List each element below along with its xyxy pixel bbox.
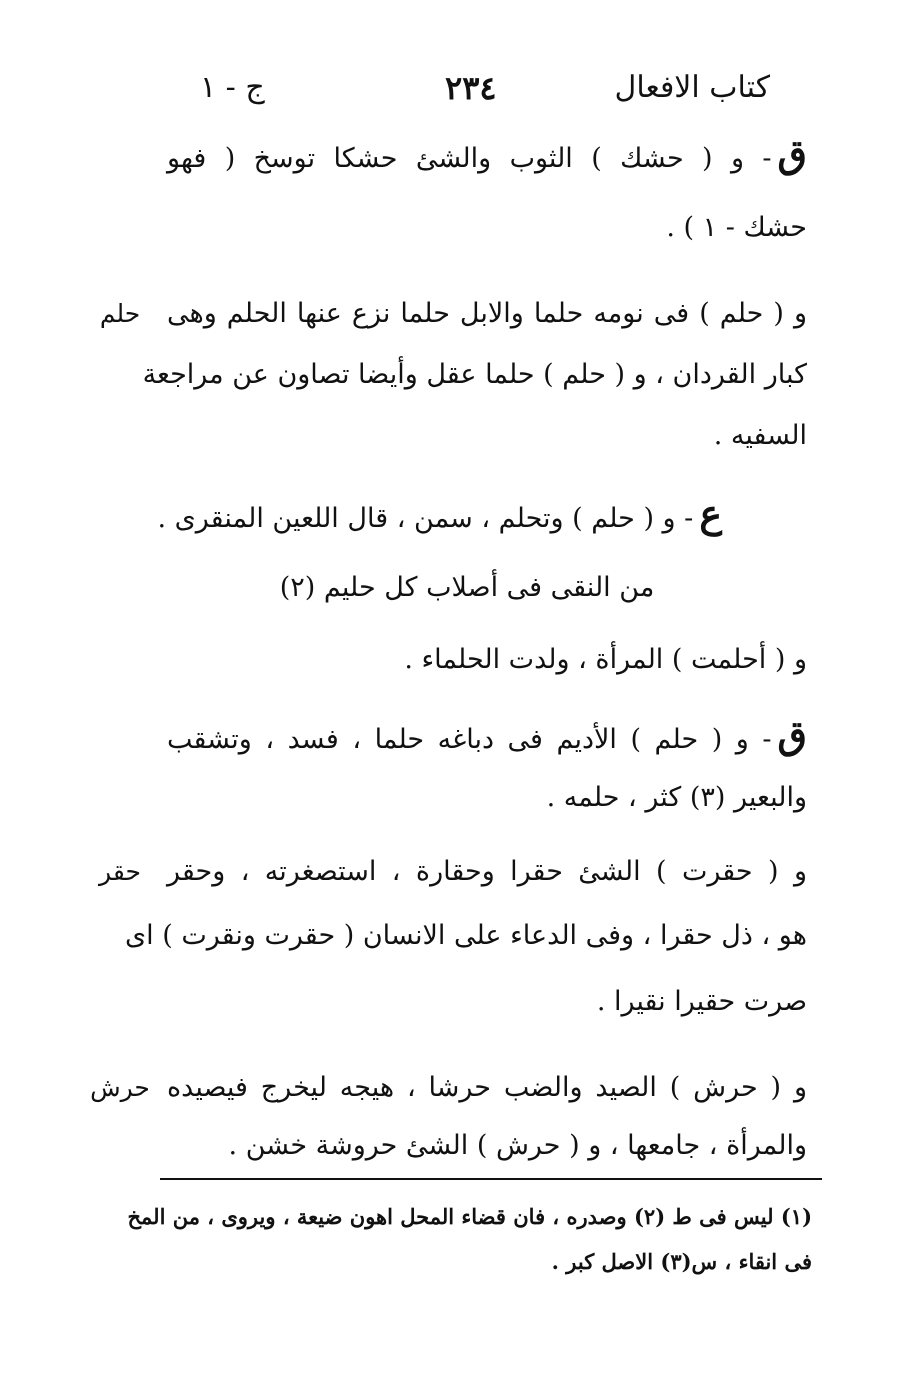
text-line-8: و ( أحلمت ) المرأة ، ولدت الحلماء . <box>404 644 807 675</box>
text-line-13: صرت حقيرا نقيرا . <box>596 986 807 1017</box>
margin-keyword-haqar: حقر <box>99 857 141 886</box>
text-line-3: و ( حلم ) فى نومه حلما والابل حلما نزع عنها الحلم وهى <box>167 298 807 329</box>
volume-label: ج - ١ <box>200 70 265 105</box>
text-line-15: والمرأة ، جامعها ، و ( حرش ) الشئ حروشة خشن . <box>228 1130 807 1161</box>
text-line-2: حشك - ١ ) . <box>666 212 807 243</box>
text-line-12: هو ، ذل حقرا ، وفى الدعاء على الانسان ( حقرت ونقرت ) اى <box>125 920 807 951</box>
text-line-4: كبار القردان ، و ( حلم ) حلما عقل وأيضا تصاون عن مراجعة <box>142 359 807 390</box>
page-number: ٢٣٤ <box>445 69 497 107</box>
entry-marker: ق <box>777 712 807 757</box>
text-line-6 <box>157 491 722 539</box>
text-line-1 <box>167 131 807 179</box>
line-text: - و ( حشك ) الثوب والشئ حشكا توسخ ( فهو <box>167 143 772 174</box>
line-text: - و ( حلم ) الأديم فى دباغه حلما ، فسد ، وتشقب <box>167 724 772 755</box>
verse-line: من النقى فى أصلاب كل حليم (٢) <box>279 572 655 603</box>
footnote-line-2: فى انقاء ، س(٣) الاصل كبر . <box>551 1249 812 1274</box>
book-title: كتاب الافعال <box>614 70 770 105</box>
entry-marker: ع <box>699 491 722 536</box>
margin-keyword-halam: حلم <box>99 299 141 328</box>
footnote-divider <box>160 1178 822 1180</box>
text-line-5: السفيه . <box>713 420 807 451</box>
footnote-line-1: (١) ليس فى ط (٢) وصدره ، فان قضاء المحل اهون ضيعة ، ويروى ، من المخ <box>127 1204 812 1229</box>
line-text: - و ( حلم ) وتحلم ، سمن ، قال اللعين المنقرى . <box>157 503 694 534</box>
entry-marker: ق <box>777 131 807 176</box>
text-line-10: والبعير (٣) كثر ، حلمه . <box>546 782 807 813</box>
text-line-9 <box>167 712 807 760</box>
text-line-14: و ( حرش ) الصيد والضب حرشا ، هيجه ليخرج فيصيده <box>167 1072 807 1103</box>
text-line-11: و ( حقرت ) الشئ حقرا وحقارة ، استصغرته ، وحقر <box>167 856 807 887</box>
page-header <box>190 68 770 118</box>
margin-keyword-harash: حرش <box>90 1073 150 1102</box>
